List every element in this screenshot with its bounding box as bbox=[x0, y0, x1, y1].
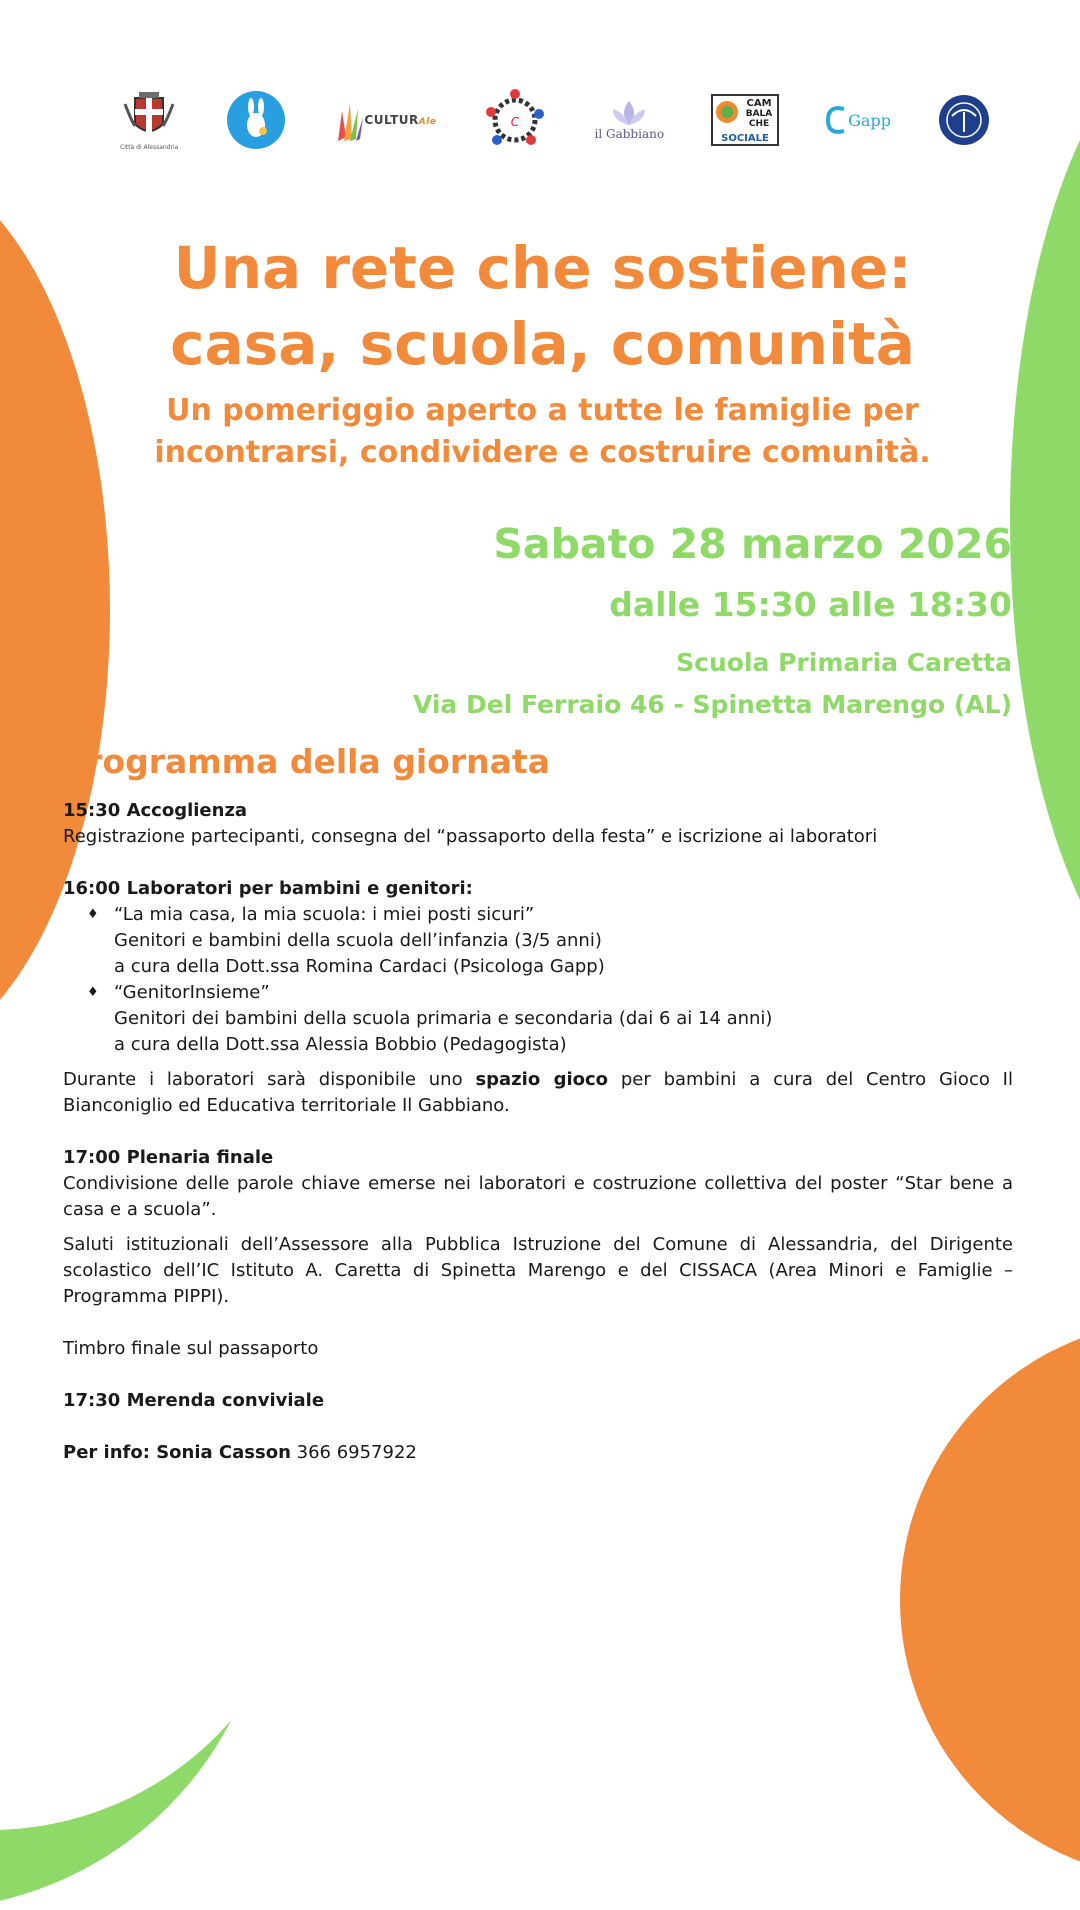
svg-text:CAM: CAM bbox=[746, 98, 772, 109]
diamond-bullet-icon: ♦ bbox=[87, 907, 99, 922]
workshop-list bbox=[63, 902, 1013, 1058]
main-title-line-2: casa, scuola, comunità bbox=[170, 310, 915, 378]
workshop-leader: a cura della Dott.ssa Alessia Bobbio (Pedagogista) bbox=[114, 1034, 567, 1055]
welcome-title: 15:30 Accoglienza bbox=[63, 800, 248, 821]
diamond-bullet-icon: ♦ bbox=[87, 985, 99, 1000]
list-item bbox=[63, 902, 1013, 980]
svg-text:C: C bbox=[511, 115, 520, 129]
greetings-text: Saluti istituzionali dell’Assessore alla Pubblica Istruzione del Comune di Alessandria, del Dirigente scolastico dell’IC Istituto A. Caretta di Spinetta Marengo e del CISSACA (Area Minori e Famiglie – Programma PIPPI). bbox=[63, 1234, 1013, 1307]
workshop-target: Genitori e bambini della scuola dell’infanzia (3/5 anni) bbox=[114, 930, 602, 951]
event-venue: Scuola Primaria Caretta bbox=[676, 648, 1012, 677]
rabbit-badge-icon bbox=[225, 89, 287, 151]
event-address: Via Del Ferraio 46 - Spinetta Marengo (AL) bbox=[412, 690, 1012, 719]
hand-colors-icon bbox=[334, 97, 364, 143]
event-date: Sabato 28 marzo 2026 bbox=[493, 520, 1012, 568]
program-body bbox=[63, 798, 1013, 1466]
plenary-title: 17:00 Plenaria finale bbox=[63, 1147, 274, 1168]
lotus-icon bbox=[609, 99, 649, 127]
school-seal-icon bbox=[938, 94, 990, 146]
list-item bbox=[63, 980, 1013, 1058]
subtitle-line-2: incontrarsi, condividere e costruire comunità. bbox=[154, 435, 931, 470]
gabbiano-wordmark: il Gabbiano bbox=[594, 127, 665, 141]
welcome-text: Registrazione partecipanti, consegna del “passaporto della festa” e iscrizione ai laboratori bbox=[63, 826, 878, 847]
workshop-leader: a cura della Dott.ssa Romina Cardaci (Psicologa Gapp) bbox=[114, 956, 605, 977]
logo-caption: Città di Alessandria bbox=[120, 143, 179, 151]
partner-logos bbox=[120, 80, 990, 160]
event-time: dalle 15:30 alle 18:30 bbox=[609, 585, 1012, 624]
cambalache-badge-icon bbox=[711, 94, 779, 146]
contact-label: Per info: Sonia Casson bbox=[63, 1442, 291, 1463]
workshop-title: “La mia casa, la mia scuola: i miei posti sicuri” bbox=[114, 904, 535, 925]
main-title-line-1: Una rete che sostiene: bbox=[173, 234, 912, 302]
istituto-logo bbox=[938, 94, 990, 146]
snack-title: 17:30 Merenda conviviale bbox=[63, 1390, 325, 1411]
program-heading: Programma della giornata bbox=[62, 742, 550, 781]
people-circle-icon bbox=[483, 88, 547, 152]
contact-phone[interactable]: 366 6957922 bbox=[290, 1442, 417, 1463]
svg-text:SOCIALE: SOCIALE bbox=[721, 133, 769, 144]
subtitle bbox=[60, 390, 1025, 474]
plenary-text: Condivisione delle parole chiave emerse nei laboratori e costruzione collettiva del poster “Star bene a casa e a scuola”. bbox=[63, 1173, 1013, 1220]
workshops-title: 16:00 Laboratori per bambini e genitori: bbox=[63, 878, 473, 899]
workshop-title: “GenitorInsieme” bbox=[114, 982, 270, 1003]
culturale-wordmark: CULTURAle bbox=[364, 113, 437, 127]
contact-info bbox=[63, 1440, 1013, 1466]
workshop-target: Genitori dei bambini della scuola primaria e secondaria (dai 6 ai 14 anni) bbox=[114, 1008, 773, 1029]
svg-text:CHE: CHE bbox=[748, 119, 770, 129]
gapp-wordmark: Gapp bbox=[848, 110, 891, 130]
green-right-arc bbox=[1010, 20, 1080, 1020]
citta-alessandria-logo bbox=[120, 90, 178, 151]
culturale-logo bbox=[334, 97, 436, 143]
final-stamp: Timbro finale sul passaporto bbox=[63, 1338, 319, 1359]
coat-of-arms-icon bbox=[121, 90, 177, 142]
svg-text:BALA: BALA bbox=[745, 109, 773, 119]
play-space-note: Durante i laboratori sarà disponibile uno spazio gioco per bambini a cura del Centro Gioco Il Bianconiglio ed Educativa territoriale Il Gabbiano. bbox=[63, 1069, 1013, 1116]
gabbiano-logo bbox=[595, 99, 665, 141]
subtitle-line-1: Un pomeriggio aperto a tutte le famiglie per bbox=[166, 393, 919, 428]
cambalache-logo bbox=[711, 94, 779, 146]
gapp-logo bbox=[826, 103, 891, 137]
bianconiglio-logo bbox=[225, 89, 287, 151]
cissaca-logo bbox=[483, 88, 547, 152]
gapp-swirl-icon bbox=[826, 103, 848, 137]
